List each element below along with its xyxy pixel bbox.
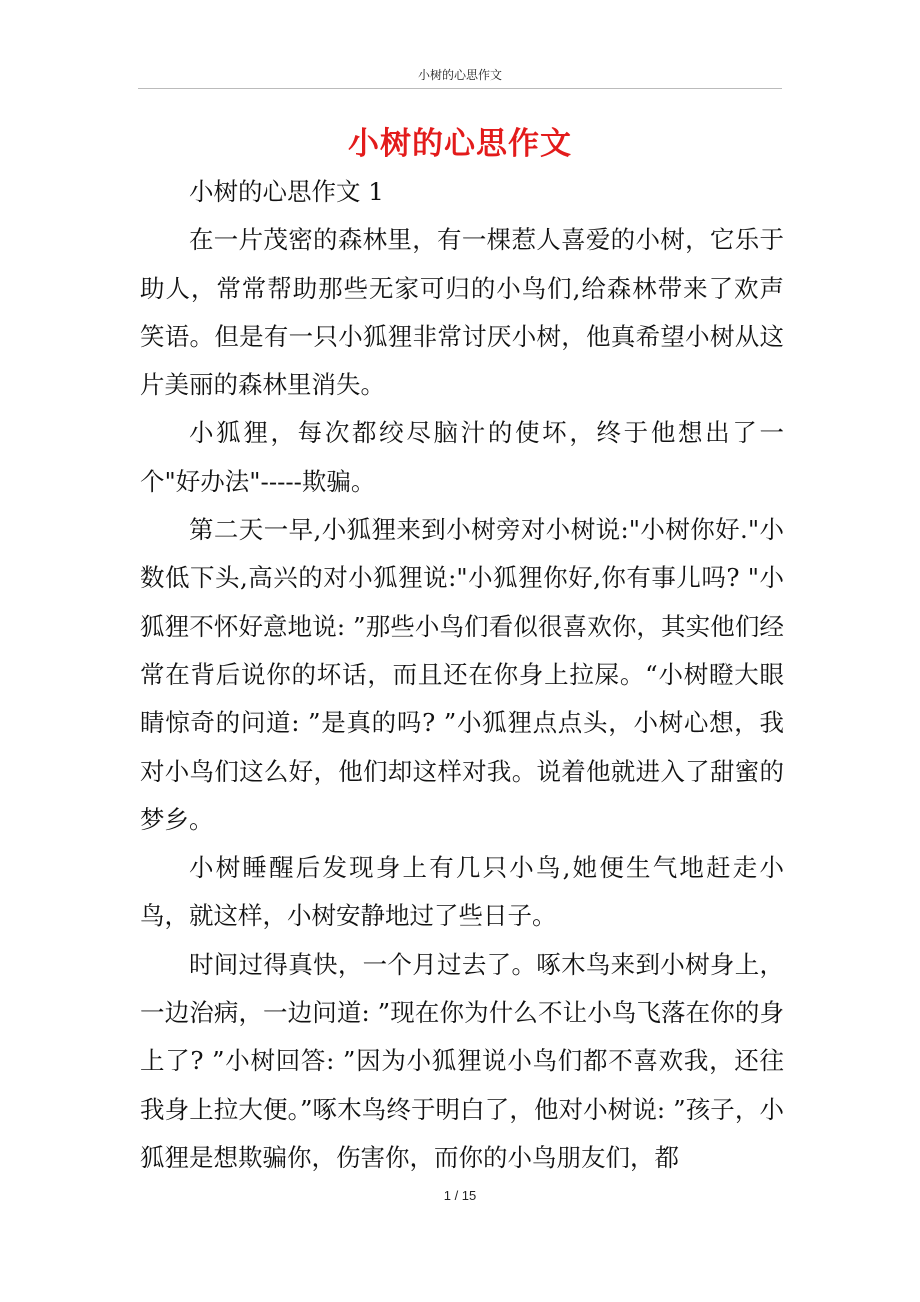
document-body — [140, 168, 784, 1182]
page-number: 1 / 15 — [443, 1188, 477, 1203]
header-divider — [138, 88, 782, 89]
document-title: 小树的心思作文 — [348, 126, 572, 162]
paragraph: 在一片茂密的森林里，有一棵惹人喜爱的小树，它乐于助人，常常帮助那些无家可归的小鸟们,给森林带来了欢声笑语。但是有一只小狐狸非常讨厌小树，他真希望小树从这片美丽的森林里消失。 — [140, 225, 784, 400]
running-header: 小树的心思作文 — [417, 68, 502, 82]
paragraph: 小树睡醒后发现身上有几只小鸟,她便生气地赶走小鸟，就这样，小树安静地过了些日子。 — [140, 853, 784, 931]
paragraph: 第二天一早,小狐狸来到小树旁对小树说:"小树你好."小数低下头,高兴的对小狐狸说:"小狐狸你好,你有事儿吗? "小狐狸不怀好意地说: ”那些小鸟们看似很喜欢你，其实他们经常在背后说你的坏话，而且还在你身上拉屎。“小树瞪大眼睛惊奇的问道: ”是真的吗? ”小狐狸点点头，小树心想，我对小鸟们这么好，他们却这样对我。说着他就进入了甜蜜的梦乡。 — [140, 515, 784, 834]
paragraph: 小狐狸，每次都绞尽脑汁的使坏，终于他想出了一个"好办法"-----欺骗。 — [140, 418, 784, 496]
paragraph: 时间过得真快，一个月过去了。啄木鸟来到小树身上，一边治病，一边问道: ”现在你为什么不让小鸟飞落在你的身上了? ”小树回答: ”因为小狐狸说小鸟们都不喜欢我，还往我身上拉大便。”啄木鸟终于明白了，他对小树说: ”孩子，小狐狸是想欺骗你，伤害你，而你的小鸟朋友们，都 — [140, 949, 784, 1172]
section-heading: 小树的心思作文 1 — [189, 177, 384, 206]
